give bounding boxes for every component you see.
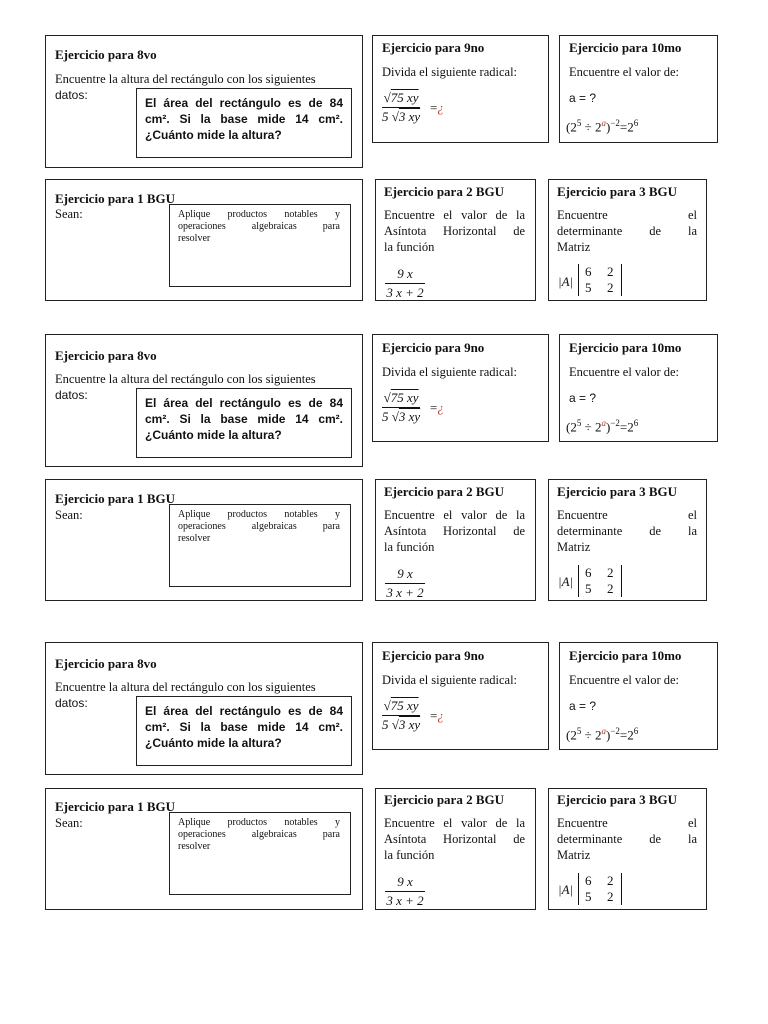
card-8vo-title: Ejercicio para 8vo bbox=[55, 656, 157, 671]
card-8vo-data-line-2: cm². Si la base mide 14 cm². bbox=[145, 112, 343, 126]
card-10mo-intro: Encuentre el valor de: bbox=[569, 673, 680, 687]
card-9no-title: Ejercicio para 9no bbox=[382, 40, 485, 55]
card-9no-den-coef: 5 bbox=[382, 409, 389, 424]
card-9no-title: Ejercicio para 9no bbox=[382, 340, 485, 355]
card-10mo-title: Ejercicio para 10mo bbox=[569, 648, 682, 663]
card-1bgu-instruction-line-2: operaciones algebraicas para bbox=[178, 521, 340, 532]
card-1bgu-instruction-line-1: Aplique productos notables y bbox=[178, 509, 340, 520]
card-2bgu-line-1: Encuentre el valor de la bbox=[384, 208, 525, 222]
card-8vo-data-line-2: cm². Si la base mide 14 cm². bbox=[145, 720, 343, 734]
card-9no-eq: = bbox=[430, 100, 438, 115]
card-2bgu-numerator: 9 x bbox=[397, 266, 413, 281]
card-1bgu-instruction-line-3: resolver bbox=[178, 841, 211, 852]
card-10mo-intro: Encuentre el valor de: bbox=[569, 365, 680, 379]
card-8vo-title: Ejercicio para 8vo bbox=[55, 348, 157, 363]
card-2bgu-title: Ejercicio para 2 BGU bbox=[384, 484, 504, 499]
card-3bgu-matrix: 6 2 5 2 bbox=[578, 873, 622, 905]
card-2bgu-numerator: 9 x bbox=[397, 874, 413, 889]
card-8vo-data-line-2: cm². Si la base mide 14 cm². bbox=[145, 412, 343, 426]
card-8vo-data-line-3: ¿Cuánto mide la altura? bbox=[145, 736, 282, 750]
card-8vo-title: Ejercicio para 8vo bbox=[55, 47, 157, 62]
card-1bgu-title: Ejercicio para 1 BGU bbox=[55, 799, 175, 814]
card-9no-title: Ejercicio para 9no bbox=[382, 648, 485, 663]
card-8vo-intro2: datos: bbox=[55, 696, 88, 710]
card-9no-numerator: 75 xy bbox=[390, 698, 419, 713]
card-10mo-unknown: a = ? bbox=[569, 91, 597, 105]
card-2bgu-line-1: Encuentre el valor de la bbox=[384, 816, 525, 830]
card-1bgu-title: Ejercicio para 1 BGU bbox=[55, 491, 175, 506]
card-3bgu-determinant-label: |A| bbox=[558, 274, 574, 289]
card-3bgu-determinant-label: |A| bbox=[558, 882, 574, 897]
card-8vo-data-line-1: El área del rectángulo es de 84 bbox=[145, 396, 343, 410]
card-9no-numerator: 75 xy bbox=[390, 390, 419, 405]
card-9no-fraction: √75 xy 5 √3 xy bbox=[382, 90, 421, 124]
card-8vo-intro: Encuentre la altura del rectángulo con los siguientes bbox=[55, 680, 316, 694]
card-10mo-expression: $(2^5 \div 2^a)^{-2}=2^6$ bbox=[566, 418, 639, 435]
card-2bgu-line-2: Asíntota Horizontal de bbox=[384, 832, 525, 846]
card-2bgu-line-2: Asíntota Horizontal de bbox=[384, 224, 525, 238]
card-9no-den-coef: 5 bbox=[382, 717, 389, 732]
card-3bgu-line-1: Encuentre el bbox=[557, 816, 697, 830]
card-3bgu-line-3: Matriz bbox=[557, 240, 591, 254]
card-9no-intro: Divida el siguiente radical: bbox=[382, 365, 518, 379]
card-9no-eq: = bbox=[430, 400, 438, 415]
card-9no-den-coef: 5 bbox=[382, 109, 389, 124]
card-3bgu-title: Ejercicio para 3 BGU bbox=[557, 792, 677, 807]
card-9no-eq: = bbox=[430, 708, 438, 723]
card-8vo-data-line-3: ¿Cuánto mide la altura? bbox=[145, 428, 282, 442]
card-3bgu-matrix: 6 2 5 2 bbox=[578, 264, 622, 296]
card-10mo-title: Ejercicio para 10mo bbox=[569, 40, 682, 55]
card-9no-fraction: √75 xy 5 √3 xy bbox=[382, 390, 421, 424]
card-10mo-title: Ejercicio para 10mo bbox=[569, 340, 682, 355]
card-3bgu-matrix: 6 2 5 2 bbox=[578, 565, 622, 597]
card-3bgu-line-2: determinante de la bbox=[557, 832, 697, 846]
card-9no-intro: Divida el siguiente radical: bbox=[382, 65, 518, 79]
card-9no-den-radicand: 3 xy bbox=[398, 109, 421, 124]
card-1bgu-sean: Sean: bbox=[55, 207, 83, 221]
card-1bgu-title: Ejercicio para 1 BGU bbox=[55, 191, 175, 206]
card-10mo-unknown: a = ? bbox=[569, 699, 597, 713]
card-1bgu-instruction-line-1: Aplique productos notables y bbox=[178, 209, 340, 220]
card-9no-result-symbol: ¿ bbox=[437, 708, 444, 723]
card-1bgu-instruction-line-3: resolver bbox=[178, 233, 211, 244]
card-2bgu-line-3: la función bbox=[384, 240, 435, 254]
card-1bgu-instruction-line-3: resolver bbox=[178, 533, 211, 544]
card-9no-result-symbol: ¿ bbox=[437, 100, 444, 115]
card-10mo-expression: $(2^5 \div 2^a)^{-2}=2^6$ bbox=[566, 726, 639, 743]
card-9no-numerator: 75 xy bbox=[390, 90, 419, 105]
card-2bgu-line-2: Asíntota Horizontal de bbox=[384, 524, 525, 538]
card-9no-result-symbol: ¿ bbox=[437, 400, 444, 415]
card-8vo-data-line-1: El área del rectángulo es de 84 bbox=[145, 704, 343, 718]
card-1bgu-sean: Sean: bbox=[55, 508, 83, 522]
card-9no-den-radicand: 3 xy bbox=[398, 409, 421, 424]
card-2bgu-function bbox=[385, 874, 425, 909]
card-10mo-unknown: a = ? bbox=[569, 391, 597, 405]
card-2bgu-line-1: Encuentre el valor de la bbox=[384, 508, 525, 522]
card-9no-den-radicand: 3 xy bbox=[398, 717, 421, 732]
card-3bgu-line-1: Encuentre el bbox=[557, 508, 697, 522]
card-1bgu-sean: Sean: bbox=[55, 816, 83, 830]
card-1bgu-instruction-line-2: operaciones algebraicas para bbox=[178, 829, 340, 840]
card-2bgu-denominator: 3 x + 2 bbox=[386, 585, 424, 600]
card-3bgu-line-2: determinante de la bbox=[557, 524, 697, 538]
card-3bgu-title: Ejercicio para 3 BGU bbox=[557, 184, 677, 199]
card-2bgu-denominator: 3 x + 2 bbox=[386, 893, 424, 908]
card-8vo-intro: Encuentre la altura del rectángulo con los siguientes bbox=[55, 372, 316, 386]
card-3bgu-title: Ejercicio para 3 BGU bbox=[557, 484, 677, 499]
card-9no-fraction: √75 xy 5 √3 xy bbox=[382, 698, 421, 732]
card-8vo-intro: Encuentre la altura del rectángulo con los siguientes bbox=[55, 72, 316, 86]
card-2bgu-title: Ejercicio para 2 BGU bbox=[384, 184, 504, 199]
card-3bgu-line-3: Matriz bbox=[557, 848, 591, 862]
card-9no-intro: Divida el siguiente radical: bbox=[382, 673, 518, 687]
card-8vo-data-line-3: ¿Cuánto mide la altura? bbox=[145, 128, 282, 142]
card-2bgu-function bbox=[385, 266, 425, 301]
card-2bgu-line-3: la función bbox=[384, 848, 435, 862]
card-2bgu-numerator: 9 x bbox=[397, 566, 413, 581]
card-8vo-data-line-1: El área del rectángulo es de 84 bbox=[145, 96, 343, 110]
card-10mo-expression: $(2^5 \div 2^a)^{-2}=2^6$ bbox=[566, 118, 639, 135]
card-1bgu-instruction-line-2: operaciones algebraicas para bbox=[178, 221, 340, 232]
card-3bgu-line-2: determinante de la bbox=[557, 224, 697, 238]
card-10mo-intro: Encuentre el valor de: bbox=[569, 65, 680, 79]
card-2bgu-line-3: la función bbox=[384, 540, 435, 554]
card-3bgu-line-1: Encuentre el bbox=[557, 208, 697, 222]
card-8vo-intro2: datos: bbox=[55, 388, 88, 402]
card-9no-result bbox=[430, 708, 444, 724]
card-9no-result bbox=[430, 100, 444, 116]
card-3bgu-line-3: Matriz bbox=[557, 540, 591, 554]
card-8vo-intro2: datos: bbox=[55, 88, 88, 102]
card-2bgu-function bbox=[385, 566, 425, 601]
card-1bgu-instruction-line-1: Aplique productos notables y bbox=[178, 817, 340, 828]
card-9no-result bbox=[430, 400, 444, 416]
card-2bgu-denominator: 3 x + 2 bbox=[386, 285, 424, 300]
card-3bgu-determinant-label: |A| bbox=[558, 574, 574, 589]
card-2bgu-title: Ejercicio para 2 BGU bbox=[384, 792, 504, 807]
